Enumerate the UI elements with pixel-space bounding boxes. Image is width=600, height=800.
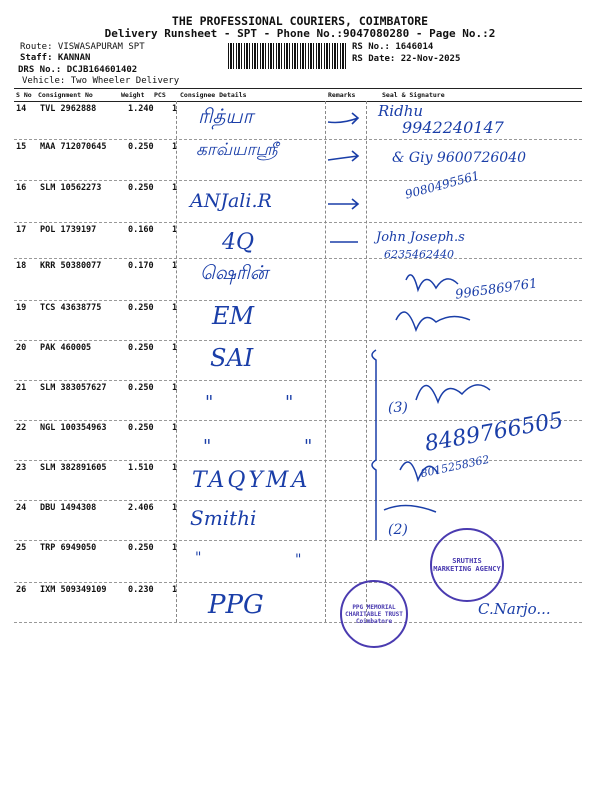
arrow-icon [328, 151, 358, 161]
hw-consignee-16: ANJali.R [190, 190, 272, 212]
vehicle-label: Vehicle: Two Wheeler Delivery [22, 76, 180, 86]
table-top-rule [14, 88, 582, 89]
signature-scribble [384, 505, 436, 512]
col-divider-consignee [176, 101, 177, 622]
cell-consignment-no: DBU 1494308 [40, 503, 97, 513]
cell-weight: 0.250 [128, 383, 154, 393]
hw-consignee-22a: " [203, 436, 212, 457]
row-rule [14, 222, 582, 223]
remarks-arrows [322, 100, 372, 280]
cell-sno: 14 [16, 104, 27, 114]
cell-pcs: 1 [172, 543, 178, 553]
cell-sno: 25 [16, 543, 27, 553]
signature-scribbles [366, 260, 586, 560]
cell-sno: 18 [16, 261, 27, 271]
cell-consignment-no: TVL 2962888 [40, 104, 97, 114]
rs-number: RS No.: 1646014 [352, 42, 434, 52]
col-seal-signature: Seal & Signature [382, 91, 445, 99]
staff-label: Staff: KANNAN [20, 53, 91, 63]
row-rule [14, 180, 582, 181]
hw-consignee-14: ரித்யா [198, 104, 254, 128]
cell-weight: 1.510 [128, 463, 154, 473]
company-title: THE PROFESSIONAL COURIERS, COIMBATORE [171, 14, 429, 28]
hw-sig-26: C.Narjo... [478, 600, 551, 618]
drs-label: DRS No.: DCJB164601402 [18, 65, 138, 75]
cell-pcs: 1 [172, 183, 178, 193]
cell-weight: 0.250 [128, 543, 154, 553]
cell-weight: 0.250 [128, 183, 154, 193]
arrow-icon [328, 113, 358, 124]
signature-scribble [400, 462, 438, 480]
cell-sno: 23 [16, 463, 27, 473]
hw-consignee-15: காவ்யாஸ்ரீ [196, 140, 278, 160]
cell-pcs: 1 [172, 463, 178, 473]
hw-consignee-22b: " [304, 436, 313, 457]
cell-pcs: 1 [172, 225, 178, 235]
signature-scribble [396, 312, 470, 330]
hw-sig-16: 9080495561 [403, 168, 481, 202]
cell-consignment-no: NGL 100354963 [40, 423, 107, 433]
cell-pcs: 1 [172, 423, 178, 433]
cell-sno: 20 [16, 343, 27, 353]
cell-pcs: 1 [172, 104, 178, 114]
cell-weight: 2.406 [128, 503, 154, 513]
col-weight: Weight [121, 91, 145, 99]
stamp-sruthis: SRUTHIS MARKETING AGENCY [430, 528, 504, 602]
route-label: Route: VISWASAPURAM SPT [20, 42, 145, 52]
stamp-ppg: PPG MEMORIAL CHARITABLE TRUST Coimbatore [340, 580, 408, 648]
hw-consignee-21b: " [285, 392, 294, 413]
col-consignment: Consignment No [38, 91, 93, 99]
cell-weight: 0.170 [128, 261, 154, 271]
cell-pcs: 1 [172, 303, 178, 313]
hw-consignee-25a: " [195, 550, 202, 566]
cell-pcs: 1 [172, 503, 178, 513]
cell-consignment-no: TRP 6949050 [40, 543, 97, 553]
cell-sno: 19 [16, 303, 27, 313]
cell-pcs: 1 [172, 585, 178, 595]
row-rule [14, 258, 582, 259]
cell-consignment-no: KRR 50380077 [40, 261, 102, 271]
rs-date: RS Date: 22-Nov-2025 [352, 54, 461, 64]
cell-sno: 16 [16, 183, 27, 193]
cell-weight: 0.230 [128, 585, 154, 595]
cell-consignment-no: PAK 460005 [40, 343, 92, 353]
hw-consignee-19: EM [212, 302, 255, 330]
hw-sig-14b: 9942240147 [402, 118, 504, 137]
signature-scribble [406, 275, 458, 290]
hw-sig-15: & Giy 9600726040 [392, 150, 527, 166]
brace [372, 350, 376, 540]
barcode [228, 43, 348, 69]
cell-consignment-no: POL 1739197 [40, 225, 97, 235]
cell-consignment-no: MAA 712070645 [40, 142, 107, 152]
cell-weight: 1.240 [128, 104, 154, 114]
hw-sig-17a: John Joseph.s [376, 230, 465, 245]
hw-consignee-18: ஷெரின் [200, 262, 269, 284]
cell-sno: 15 [16, 142, 27, 152]
hw-sig-14a: Ridhu [378, 102, 424, 120]
cell-weight: 0.250 [128, 142, 154, 152]
cell-sno: 24 [16, 503, 27, 513]
hw-consignee-23: TAQYMA [192, 468, 311, 493]
cell-sno: 21 [16, 383, 27, 393]
arrow-icon [328, 199, 358, 209]
cell-pcs: 1 [172, 261, 178, 271]
hw-consignee-25b: " [295, 552, 302, 568]
hw-consignee-21a: " [205, 392, 214, 413]
row-rule [14, 139, 582, 140]
cell-consignment-no: SLM 10562273 [40, 183, 102, 193]
hw-bracket-2: (2) [388, 522, 408, 538]
hw-sig-21: 8489766505 [422, 408, 566, 457]
cell-sno: 17 [16, 225, 27, 235]
cell-weight: 0.250 [128, 423, 154, 433]
row-rule [14, 622, 582, 623]
cell-consignment-no: SLM 383057627 [40, 383, 107, 393]
cell-pcs: 1 [172, 383, 178, 393]
hw-sig-23: 8015258362 [419, 452, 491, 481]
col-remarks: Remarks [328, 91, 356, 99]
col-sno: S No [16, 91, 32, 99]
hw-sig-18: 9965869761 [454, 276, 539, 303]
cell-weight: 0.160 [128, 225, 154, 235]
hw-consignee-20: SAI [210, 344, 254, 372]
hw-consignee-24: Smithi [190, 506, 257, 530]
header-bottom-rule [14, 101, 582, 102]
col-consignee: Consignee Details [180, 91, 247, 99]
cell-weight: 0.250 [128, 343, 154, 353]
hw-sig-17b: 6235462440 [384, 248, 454, 261]
runsheet-subtitle: Delivery Runsheet - SPT - Phone No.:9047080280 - Page No.:2 [104, 27, 496, 40]
signature-scribble [416, 385, 490, 402]
cell-sno: 22 [16, 423, 27, 433]
cell-consignment-no: IXM 509349109 [40, 585, 107, 595]
col-pcs: PCS [154, 91, 166, 99]
cell-weight: 0.250 [128, 303, 154, 313]
cell-consignment-no: TCS 43638775 [40, 303, 102, 313]
cell-consignment-no: SLM 382891605 [40, 463, 107, 473]
hw-consignee-26: PPG [208, 590, 264, 620]
cell-pcs: 1 [172, 142, 178, 152]
cell-pcs: 1 [172, 343, 178, 353]
hw-consignee-17: 4Q [222, 230, 255, 255]
hw-bracket-3: (3) [388, 400, 408, 416]
cell-sno: 26 [16, 585, 27, 595]
